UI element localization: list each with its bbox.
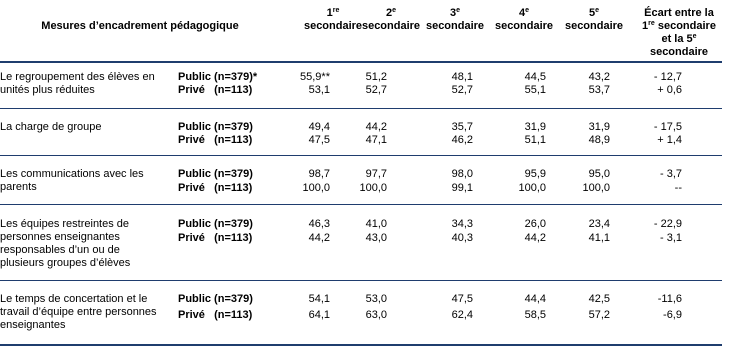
row-2-public-col-4: 31,9: [524, 121, 546, 133]
row-5-measure-line-1: Le temps de concertation et le: [0, 293, 148, 305]
row-3-measure: [0, 168, 144, 194]
gap-line-2: secondaire: [654, 20, 716, 32]
row-3-public-col-2: 97,7: [365, 168, 387, 180]
row-1-measure: [0, 71, 155, 97]
row-2-public-col-5: 31,9: [588, 121, 610, 133]
row-4-measure-line-1: Les équipes restreintes de: [0, 218, 130, 230]
row-5-public-col-4: 44,4: [524, 293, 546, 305]
row-2-prive-col-3: 46,2: [451, 134, 473, 146]
row-divider-1: [0, 108, 722, 109]
row-3-public-col-4: 95,9: [524, 168, 546, 180]
row-4-public-col-4: 26,0: [524, 218, 546, 230]
col-1-num: 1: [326, 7, 333, 19]
row-divider-3: [0, 204, 722, 205]
row-1-public-col-5: 43,2: [588, 71, 610, 83]
col-5-num: 5: [588, 7, 596, 19]
col-4-num: 4: [518, 7, 526, 19]
row-5-measure-line-3: enseignantes: [0, 319, 66, 331]
row-5-prive-col-1: 64,1: [308, 309, 330, 321]
row-5-measure-line-2: travail d’équipe entre personnes: [0, 306, 157, 318]
row-3-prive-col-6: --: [674, 182, 682, 194]
row-4-prive-col-4: 44,2: [524, 232, 546, 244]
row-3-prive-col-4: 100,0: [518, 182, 546, 194]
row-1-prive-col-5: 53,7: [588, 84, 610, 96]
col-5-sup: e: [595, 7, 600, 14]
row-3-measure-line-2: parents: [0, 181, 37, 193]
row-3-prive-col-1: 100,0: [302, 182, 330, 194]
row-5-prive-col-3: 62,4: [451, 309, 473, 321]
col-4-sup: e: [525, 7, 530, 14]
row-5-public-col-3: 47,5: [451, 293, 473, 305]
row-1-measure-line-1: Le regroupement des élèves en: [0, 71, 155, 83]
row-5-prive-col-2: 63,0: [365, 309, 387, 321]
row-2-prive-col-1: 47,5: [308, 134, 330, 146]
row-5-public-col-1: 54,1: [308, 293, 330, 305]
col-3-header: [422, 7, 488, 33]
row-3-prive-col-2: 100,0: [359, 182, 387, 194]
gap-sup-1: re: [648, 20, 655, 27]
row-3-public-col-5: 95,0: [588, 168, 610, 180]
col-1-header: [300, 7, 366, 33]
row-3-prive-col-5: 100,0: [582, 182, 610, 194]
col-1-sup: re: [332, 7, 340, 14]
row-4-public-col-3: 34,3: [451, 218, 473, 230]
row-5-prive-col-4: 58,5: [524, 309, 546, 321]
row-3-public-col-6: - 3,7: [659, 168, 682, 180]
row-4-prive-col-5: 41,1: [588, 232, 610, 244]
col-4-label: secondaire: [494, 20, 554, 32]
row-5-public-col-6: -11,6: [657, 293, 682, 305]
row-2-prive-label: Privé (n=113): [178, 134, 253, 146]
col-1-label: secondaire: [303, 20, 363, 32]
col-2-sup: e: [392, 7, 397, 14]
row-1-prive-col-6: + 0,6: [657, 84, 682, 96]
row-4-public-col-1: 46,3: [308, 218, 330, 230]
row-5-public-label: Public (n=379): [178, 293, 253, 305]
gap-line-4: secondaire: [649, 46, 709, 58]
row-2-public-col-1: 49,4: [308, 121, 330, 133]
row-2-prive-col-5: 48,9: [588, 134, 610, 146]
row-4-measure-line-3: responsables d’un ou de: [0, 244, 120, 256]
row-1-public-col-2: 51,2: [365, 71, 387, 83]
table-bottom-border: [0, 344, 722, 346]
row-5-measure: [0, 293, 157, 332]
col-3-sup: e: [456, 7, 461, 14]
gap-header: [634, 7, 724, 59]
row-3-prive-col-3: 99,1: [451, 182, 473, 194]
row-4-prive-label: Privé (n=113): [178, 232, 253, 244]
row-1-public-col-4: 44,5: [524, 71, 546, 83]
row-3-public-col-1: 98,7: [308, 168, 330, 180]
row-2-measure: [0, 121, 102, 134]
row-3-public-col-3: 98,0: [451, 168, 473, 180]
row-1-prive-label: Privé (n=113): [178, 84, 253, 96]
row-5-public-col-2: 53,0: [365, 293, 387, 305]
col-5-label: secondaire: [564, 20, 624, 32]
row-3-measure-line-1: Les communications avec les: [0, 168, 144, 180]
col-2-label: secondaire: [361, 20, 421, 32]
row-5-prive-col-6: -6,9: [663, 309, 682, 321]
gap-sup-2: e: [692, 33, 697, 40]
row-1-prive-col-2: 52,7: [365, 84, 387, 96]
row-5-prive-label: Privé (n=113): [178, 309, 253, 321]
row-4-prive-col-2: 43,0: [365, 232, 387, 244]
row-1-prive-col-1: 53,1: [308, 84, 330, 96]
row-1-measure-line-2: unités plus réduites: [0, 84, 95, 96]
col-5-header: [561, 7, 627, 33]
col-2-num: 2: [385, 7, 393, 19]
row-4-measure-line-4: plusieurs groupes d’élèves: [0, 257, 131, 269]
gap-line-1: Écart entre la: [644, 7, 714, 19]
row-4-prive-col-1: 44,2: [308, 232, 330, 244]
measures-header: Mesures d’encadrement pédagogique: [41, 20, 239, 32]
col-3-label: secondaire: [425, 20, 485, 32]
row-1-public-label: Public (n=379)*: [178, 71, 258, 83]
row-2-prive-col-6: + 1,4: [657, 134, 682, 146]
row-2-public-label: Public (n=379): [178, 121, 253, 133]
row-4-prive-col-6: - 3,1: [659, 232, 682, 244]
col-4-header: [491, 7, 557, 33]
row-4-prive-col-3: 40,3: [451, 232, 473, 244]
row-divider-2: [0, 155, 722, 156]
row-4-public-label: Public (n=379): [178, 218, 253, 230]
gap-num-1: 1: [642, 20, 649, 32]
row-1-public-col-6: - 12,7: [653, 71, 682, 83]
row-4-measure-line-2: personnes enseignantes: [0, 231, 120, 243]
row-2-public-col-6: - 17,5: [653, 121, 682, 133]
row-4-public-col-5: 23,4: [588, 218, 610, 230]
row-4-public-col-2: 41,0: [365, 218, 387, 230]
row-1-public-col-3: 48,1: [451, 71, 473, 83]
row-2-prive-col-2: 47,1: [365, 134, 387, 146]
row-5-public-col-5: 42,5: [588, 293, 610, 305]
col-3-num: 3: [449, 7, 457, 19]
row-2-prive-col-4: 51,1: [524, 134, 546, 146]
row-4-public-col-6: - 22,9: [653, 218, 682, 230]
col-2-header: [358, 7, 424, 33]
row-1-prive-col-3: 52,7: [451, 84, 473, 96]
row-divider-4: [0, 280, 722, 281]
row-3-public-label: Public (n=379): [178, 168, 253, 180]
row-1-public-col-1: 55,9**: [300, 71, 330, 83]
row-3-prive-label: Privé (n=113): [178, 182, 253, 194]
row-5-prive-col-5: 57,2: [588, 309, 610, 321]
row-4-measure: [0, 218, 130, 270]
header-divider: [0, 61, 722, 63]
row-1-prive-col-4: 55,1: [524, 84, 546, 96]
gap-line-3: et la 5: [661, 33, 693, 45]
row-2-public-col-3: 35,7: [451, 121, 473, 133]
row-2-measure-line-1: La charge de groupe: [0, 121, 102, 133]
row-2-public-col-2: 44,2: [365, 121, 387, 133]
